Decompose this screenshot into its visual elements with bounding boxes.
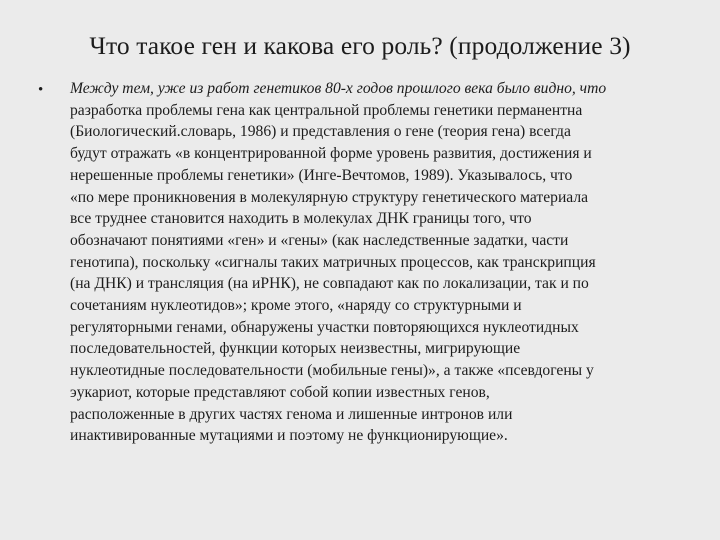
paragraph-line: последовательностей, функции которых неизвестны, мигрирующие: [70, 340, 521, 358]
paragraph-line: эукариот, которые представляют собой копии известных генов,: [70, 383, 490, 401]
paragraph-line: нуклеотидные последовательности (мобильные гены)», а также «псевдогены у: [70, 362, 594, 380]
bullet-icon: •: [38, 82, 44, 98]
paragraph-line: все труднее становится находить в молекулах ДНК границы того, что: [70, 210, 532, 228]
paragraph-line: (на ДНК) и трансляция (на иРНК), не совпадают как по локализации, так и по: [70, 275, 589, 293]
paragraph-line: «по мере проникновения в молекулярную структуру генетического материала: [70, 188, 589, 206]
paragraph-line: инактивированные мутациями и поэтому не функционирующие».: [70, 427, 508, 445]
paragraph-line: сочетаниям нуклеотидов»; кроме этого, «наряду со структурными и: [70, 297, 522, 315]
paragraph-line: генотипа), поскольку «сигналы таких матричных процессов, как транскрипция: [70, 253, 596, 271]
paragraph-line: Между тем, уже из работ генетиков 80-х годов прошлого века было видно, что: [70, 80, 607, 97]
paragraph-line: обозначают понятиями «ген» и «гены» (как наследственные задатки, части: [70, 231, 569, 249]
paragraph-line: будут отражать «в концентрированной форме уровень развития, достижения и: [70, 145, 592, 163]
slide-content: [38, 78, 688, 447]
slide-title: Что такое ген и какова его роль? (продолжение 3): [89, 31, 631, 60]
paragraph-line: регуляторными генами, обнаружены участки повторяющихся нуклеотидных: [70, 318, 579, 336]
paragraph-line: нерешенные проблемы генетики» (Инге-Вечтомов, 1989). Указывалось, что: [70, 166, 573, 184]
bullet-paragraph: [70, 78, 688, 447]
paragraph-line: разработка проблемы гена как центральной проблемы генетики перманентна: [70, 101, 583, 119]
paragraph-line: расположенные в других частях генома и лишенные интронов или: [70, 405, 513, 423]
bullet-item: [38, 78, 688, 447]
paragraph-line: (Биологический.словарь, 1986) и представления о гене (теория гена) всегда: [70, 123, 571, 141]
